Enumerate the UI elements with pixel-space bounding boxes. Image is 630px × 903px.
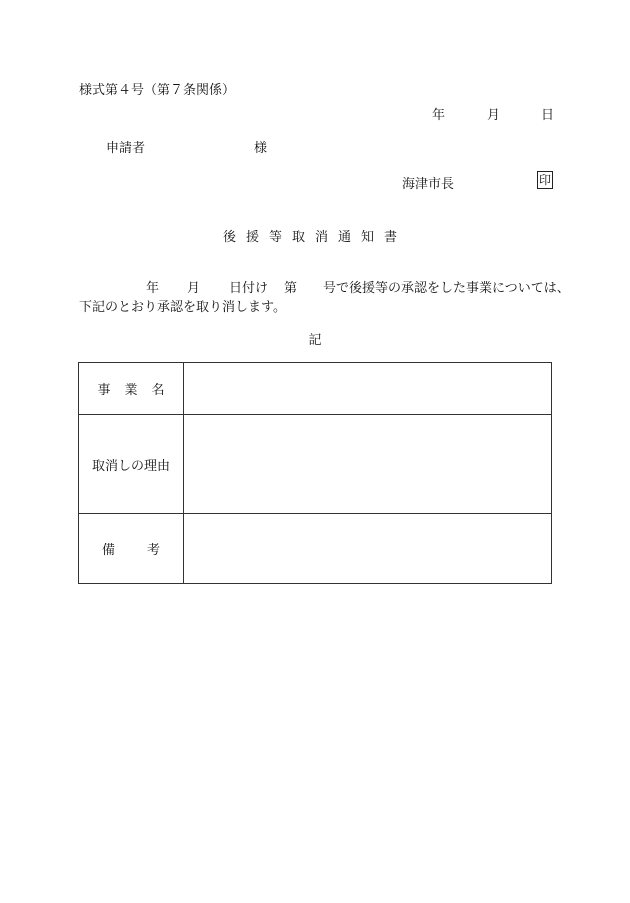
table-row-label: 取消しの理由: [79, 415, 184, 514]
seal-mark: 印: [538, 173, 551, 187]
form-number: 様式第４号（第７条関係）: [79, 83, 236, 98]
table-row: [79, 363, 552, 415]
date-month-label: 月: [487, 108, 501, 123]
applicant-label: 申請者: [106, 141, 146, 156]
table-row-label: 備考: [79, 514, 184, 584]
body-number-prefix: 第: [284, 281, 298, 296]
table-row: [79, 514, 552, 584]
body-month: 月: [187, 281, 201, 296]
body-line1-rest: 号で後援等の承認をした事業については、: [323, 281, 570, 296]
body-line2: 下記のとおり承認を取り消します。: [79, 300, 286, 315]
table-row-label: 事業名: [79, 363, 184, 415]
document-title: 後援等取消通知書: [222, 230, 407, 245]
applicant-honorific: 様: [254, 141, 268, 156]
ki-heading: 記: [308, 333, 322, 348]
table-row: [79, 415, 552, 514]
body-day-dated: 日付け: [229, 281, 269, 296]
table-row-value[interactable]: [184, 363, 552, 415]
table-row-value[interactable]: [184, 415, 552, 514]
body-year: 年: [146, 281, 160, 296]
date-day-label: 日: [541, 108, 555, 123]
table-row-value[interactable]: [184, 514, 552, 584]
details-table: [78, 362, 552, 584]
date-year-label: 年: [432, 108, 446, 123]
issuer-title: 海津市長: [402, 177, 455, 192]
